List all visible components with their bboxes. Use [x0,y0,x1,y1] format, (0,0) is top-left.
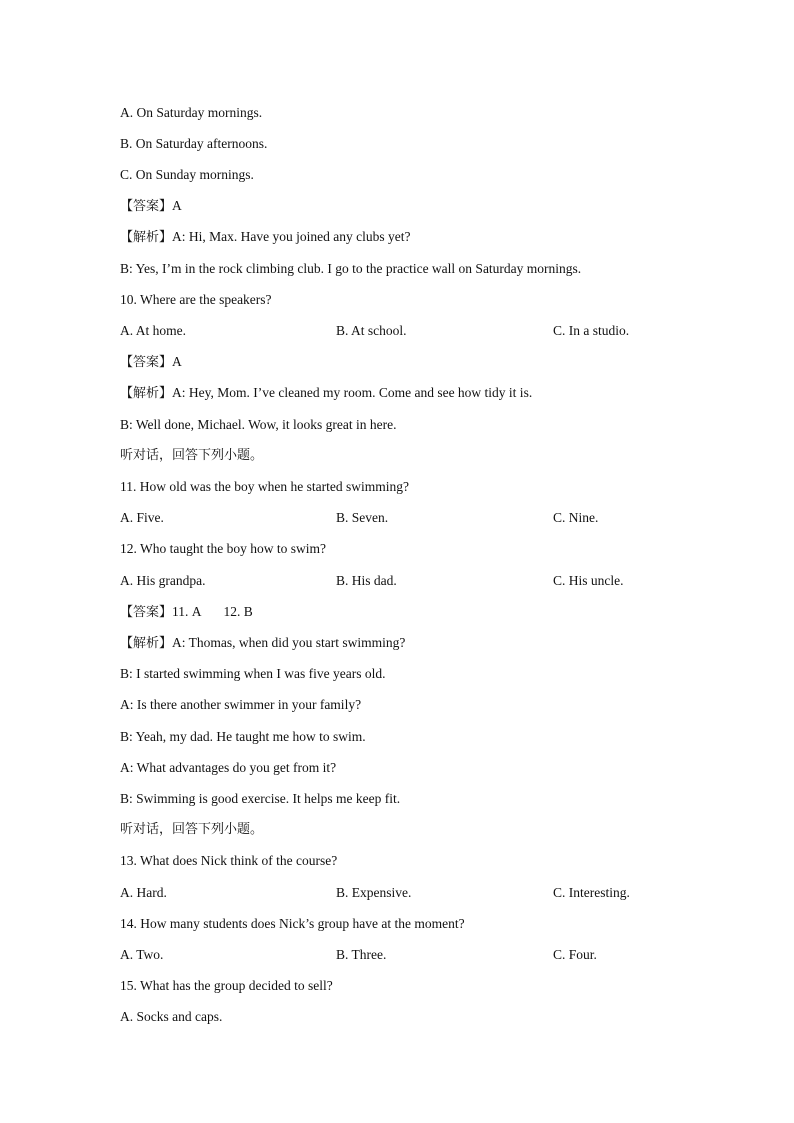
q12-options [120,572,720,590]
q13-question: 13. What does Nick think of the course? [120,853,338,868]
analysis-text: A: Hey, Mom. I’ve cleaned my room. Come and see how tidy it is. [172,385,533,400]
section-instruction: 听对话，回答下列小题。 [120,822,264,837]
q14-option-b: B. Three. [336,947,387,962]
q11-option-b: B. Seven. [336,510,389,525]
q14-question: 14. How many students does Nick’s group have at the moment? [120,916,465,931]
q11-12-analysis-line: A: What advantages do you get from it? [120,760,337,775]
q14-option-c: C. Four. [553,947,597,962]
q10-analysis [120,384,532,403]
q11-options [120,509,720,527]
q12-question: 12. Who taught the boy how to swim? [120,541,326,556]
answer-label: 【答案】 [120,199,173,214]
q10-answer [120,353,182,372]
q11-12-analysis-line: B: Yeah, my dad. He taught me how to swim. [120,729,366,744]
q11-option-c: C. Nine. [553,510,599,525]
analysis-label: 【解析】 [120,230,173,245]
q13-options [120,884,720,902]
q15-question: 15. What has the group decided to sell? [120,978,333,993]
q10-option-b: B. At school. [336,323,407,338]
q11-option-a: A. Five. [120,510,164,525]
q12-option-c: C. His uncle. [553,573,624,588]
q9-option-b: B. On Saturday afternoons. [120,136,268,151]
q12-option-b: B. His dad. [336,573,397,588]
q9-option-a: A. On Saturday mornings. [120,105,263,120]
q13-option-a: A. Hard. [120,885,167,900]
answer-label: 【答案】 [120,605,173,620]
answer-value-12: 12. B [223,604,253,619]
q10-option-c: C. In a studio. [553,323,630,338]
q9-answer [120,197,182,216]
answer-value-11: 11. A [172,604,202,619]
analysis-label: 【解析】 [120,636,173,651]
q11-12-analysis-line: B: I started swimming when I was five years old. [120,666,386,681]
q11-12-answer [120,603,253,622]
q12-option-a: A. His grandpa. [120,573,206,588]
answer-value: A [172,354,182,369]
q9-option-c: C. On Sunday mornings. [120,167,254,182]
answer-label: 【答案】 [120,355,173,370]
q9-analysis-line: B: Yes, I’m in the rock climbing club. I go to the practice wall on Saturday mornings. [120,261,582,276]
q11-12-analysis [120,634,405,653]
analysis-text: A: Hi, Max. Have you joined any clubs yet? [172,229,411,244]
q11-12-analysis-line: A: Is there another swimmer in your family? [120,697,362,712]
q10-options [120,322,720,340]
section-instruction: 听对话，回答下列小题。 [120,448,264,463]
q11-12-analysis-line: B: Swimming is good exercise. It helps me keep fit. [120,791,401,806]
q14-options [120,946,720,964]
q14-option-a: A. Two. [120,947,164,962]
q13-option-b: B. Expensive. [336,885,412,900]
q9-analysis [120,228,410,247]
answer-value: A [172,198,182,213]
analysis-label: 【解析】 [120,386,173,401]
q13-option-c: C. Interesting. [553,885,630,900]
analysis-text: A: Thomas, when did you start swimming? [172,635,406,650]
q10-analysis-line: B: Well done, Michael. Wow, it looks great in here. [120,417,397,432]
q15-option-a: A. Socks and caps. [120,1009,223,1024]
q11-question: 11. How old was the boy when he started swimming? [120,479,409,494]
q10-question: 10. Where are the speakers? [120,292,272,307]
q10-option-a: A. At home. [120,323,186,338]
